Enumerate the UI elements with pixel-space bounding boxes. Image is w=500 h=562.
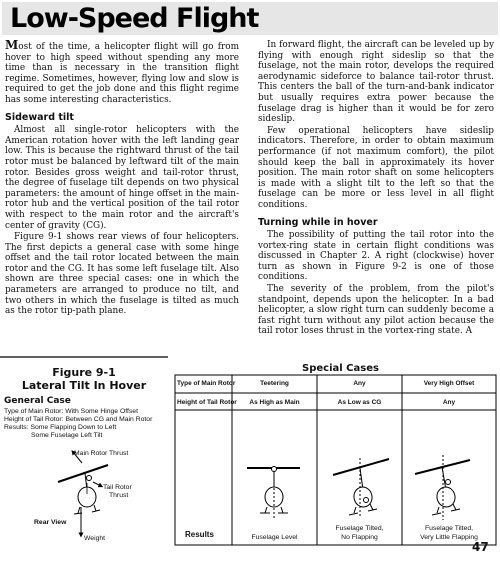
row-label-main-rotor: Type of Main Rotor <box>177 380 236 387</box>
weight-label: Weight <box>84 535 106 542</box>
special-helicopter-any <box>333 458 389 518</box>
results-label: Results <box>185 530 214 539</box>
general-case-line: Height of Tail Rotor: Between CG and Main Rotor <box>4 416 153 423</box>
main-rotor-thrust-label: Main Rotor Thrust <box>74 450 129 457</box>
paragraph-sideward: Almost all single-rotor helicopters with the American rotation hover with the left landing gear low. This is because the rightward thrust of the tail rotor must be balanced by leftward tilt of the main rotor. Besides gross weight and tail-rotor thrust, the degree of fuselage tilt depends on two physical parameters: the amount of hinge offset in the main-rotor hub and the vertical position of the tail rotor with respect to the main rotor and the aircraft's center of gravity (CG). <box>5 125 239 231</box>
general-case-line: Some Fuselage Left Tilt <box>31 432 103 439</box>
dropcap: M <box>5 38 19 52</box>
result-text: Very Little Flapping <box>420 534 478 541</box>
page-number: 47 <box>472 540 489 554</box>
result-text: No Flapping <box>341 534 378 541</box>
paragraph-severity: The severity of the problem, from the pilot's standpoint, depends upon the helicopter. In a bad helicopter, a slow right turn can suddenly become a fast right turn without any pilot action because the tail rotor loses thrust in the vortex-ring state. A <box>258 284 494 337</box>
landing-gear <box>94 505 96 511</box>
special-cases-table <box>175 375 496 545</box>
col-height: As High as Main <box>249 399 300 406</box>
general-case-line: Results: Some Flapping Down to Left <box>4 424 117 431</box>
tail-rotor-hub <box>87 476 92 481</box>
landing-gear <box>78 507 80 513</box>
figure-caption: Lateral Tilt In Hover <box>21 379 147 392</box>
result-text: Fuselage Tilted, <box>335 525 384 532</box>
paragraph-intro-text: ost of the time, a helicopter flight will go from hover to high speed without spending any more time than is necessary in the transition flight regime. Sometimes, however, flying low and slow is required to get the job done and this flight regime has some interesting characteristics. <box>5 42 239 105</box>
main-rotor-thrust-arrow <box>73 452 82 463</box>
special-cases-title: Special Cases <box>302 363 379 374</box>
general-case-heading: General Case <box>4 396 71 406</box>
tail-rotor-thrust-label: Tail Rotor <box>103 484 132 491</box>
table-border <box>175 375 496 545</box>
result-text: Fuselage Level <box>251 534 298 541</box>
main-rotor-blade <box>58 465 108 482</box>
col-type: Very High Offset <box>423 380 475 387</box>
paragraph-vortex-ring: The possibility of putting the tail rotor into the vortex-ring state in certain flight conditions was discussed in Chapter 2. A right (clockwise) hover turn as shown in Figure 9-2 is one of those conditions. <box>258 230 494 283</box>
paragraph-figure-ref: Figure 9-1 shows rear views of four helicopters. The first depicts a general case with some hinge offset and the tail rotor located between the main rotor and the CG. It has some left fuselage tilt. Also shown are three special cases: one in which the parameters are arranged to produce no tilt, and two others in which the fuselage is tilted as much as the rotor tip-path plane. <box>5 232 239 317</box>
heading-sideward-tilt: Sideward tilt <box>5 111 74 123</box>
row-label-tail-rotor: Height of Tail Rotor <box>177 399 237 406</box>
tail-rotor-thrust-label: Thrust <box>109 492 129 499</box>
paragraph-sideslip: Few operational helicopters have sideslip indicators. Therefore, in order to obtain maximum performance (if not maximum comfort), the pilot should keep the ball in approximately its hover position. The main rotor shaft on some helicopters is made with a slight tilt to the left so that the fuselage can be more or less level in all flight conditions. <box>258 125 494 210</box>
paragraph-forward-flight: In forward flight, the aircraft can be leveled up by flying with enough right sideslip so that the fuselage, not the main rotor, develops the required aerodynamic sideforce to balance tail-rotor thrust. This centers the ball of the turn-and-bank indicator but usually requires extra power because the fuselage drag is higher than it would be for zero sideslip. <box>258 40 494 125</box>
rear-view-label: Rear View <box>34 519 67 526</box>
general-case-helicopter <box>58 452 108 535</box>
col-type: Teetering <box>260 380 289 387</box>
general-case-line: Type of Main Rotor: With Some Hinge Offset <box>4 408 138 415</box>
special-helicopter-high-offset <box>415 455 470 520</box>
figure-number: Figure 9-1 <box>52 366 116 379</box>
tail-rotor-thrust-arrow <box>93 482 101 486</box>
result-text: Fuselage Tilted, <box>425 525 473 532</box>
special-helicopter-teetering <box>247 467 300 519</box>
col-height: As Low as CG <box>337 399 382 406</box>
heading-turning-hover: Turning while in hover <box>258 216 378 228</box>
col-height: Any <box>442 399 456 406</box>
page-title: Low-Speed Flight <box>10 3 259 34</box>
col-type: Any <box>353 380 366 387</box>
